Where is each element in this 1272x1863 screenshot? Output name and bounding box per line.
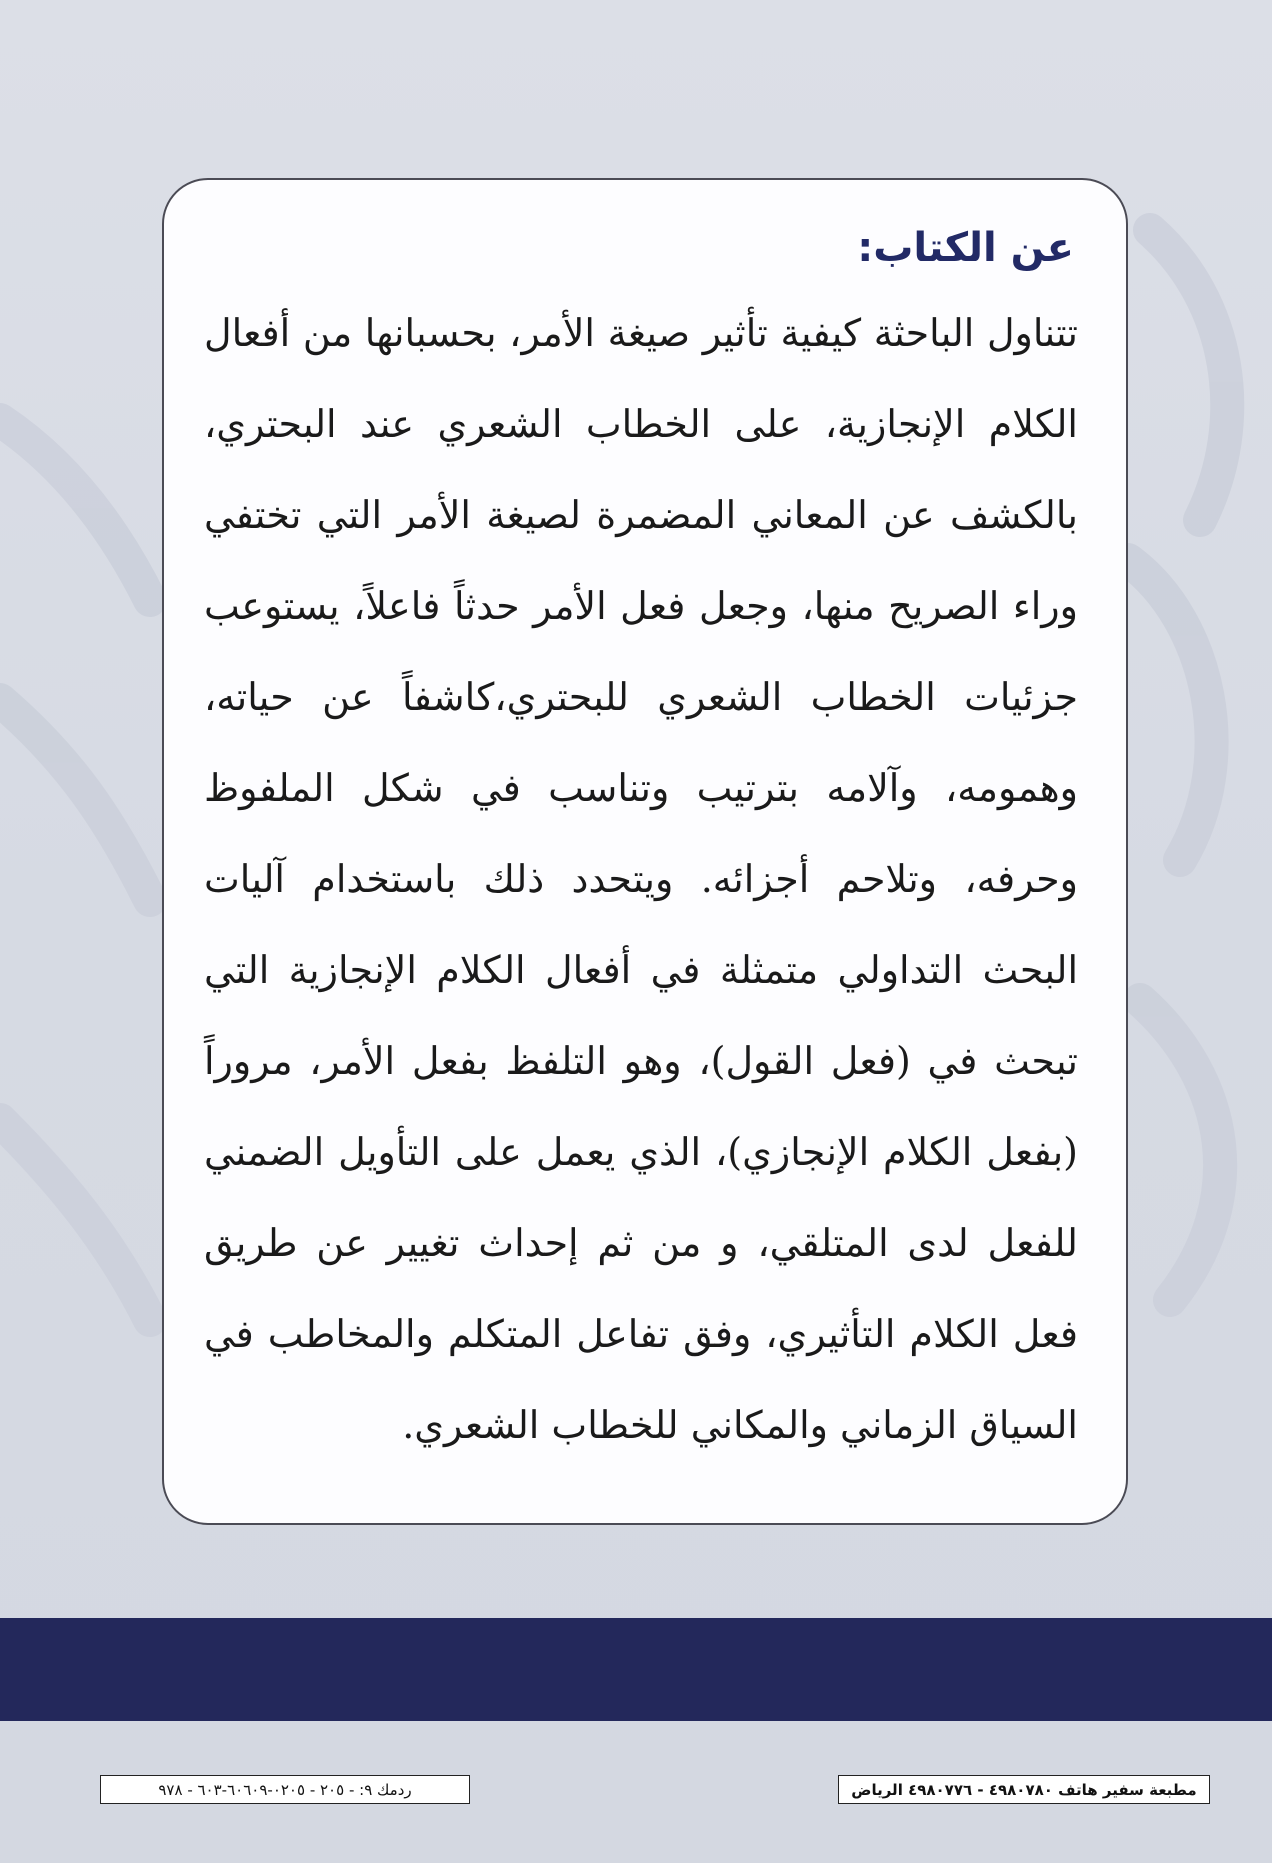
about-title: عن الكتاب:: [857, 225, 1074, 271]
decorative-band: [0, 1618, 1272, 1721]
printer-label: مطبعة سفير هاتف ٤٩٨٠٧٨٠ - ٤٩٨٠٧٧٦ الرياض: [838, 1775, 1210, 1804]
isbn-label: ردمك ٩: - ٢٠٥ - ٠٢٠٥-٦٠٦٠٩-٦٠٣ - ٩٧٨: [100, 1775, 470, 1804]
about-body-text: تتناول الباحثة كيفية تأثير صيغة الأمر، بحسبانها من أفعال الكلام الإنجازية، على الخطاب الشعري عند البحتري، بالكشف عن المعاني المضمرة لصيغة الأمر التي تختفي وراء الصريح منها، وجعل فعل الأمر حدثاً فاعلاً، يستوعب جزئيات الخطاب الشعري للبحتري،كاشفاً عن حياته، وهمومه، وآلامه بترتيب وتناسب في شكل الملفوظ وحرفه، وتلاحم أجزائه. ويتحدد ذلك باستخدام آليات البحث التداولي متمثلة في أفعال الكلام الإنجازية التي تبحث في (فعل القول)، وهو التلفظ بفعل الأمر، مروراً (بفعل الكلام الإنجازي)، الذي يعمل على التأويل الضمني للفعل لدى المتلقي، و من ثم إحداث تغيير عن طريق فعل الكلام التأثيري، وفق تفاعل المتكلم والمخاطب في السياق الزماني والمكاني للخطاب الشعري.: [204, 311, 1078, 1447]
about-book-box: [162, 178, 1128, 1525]
